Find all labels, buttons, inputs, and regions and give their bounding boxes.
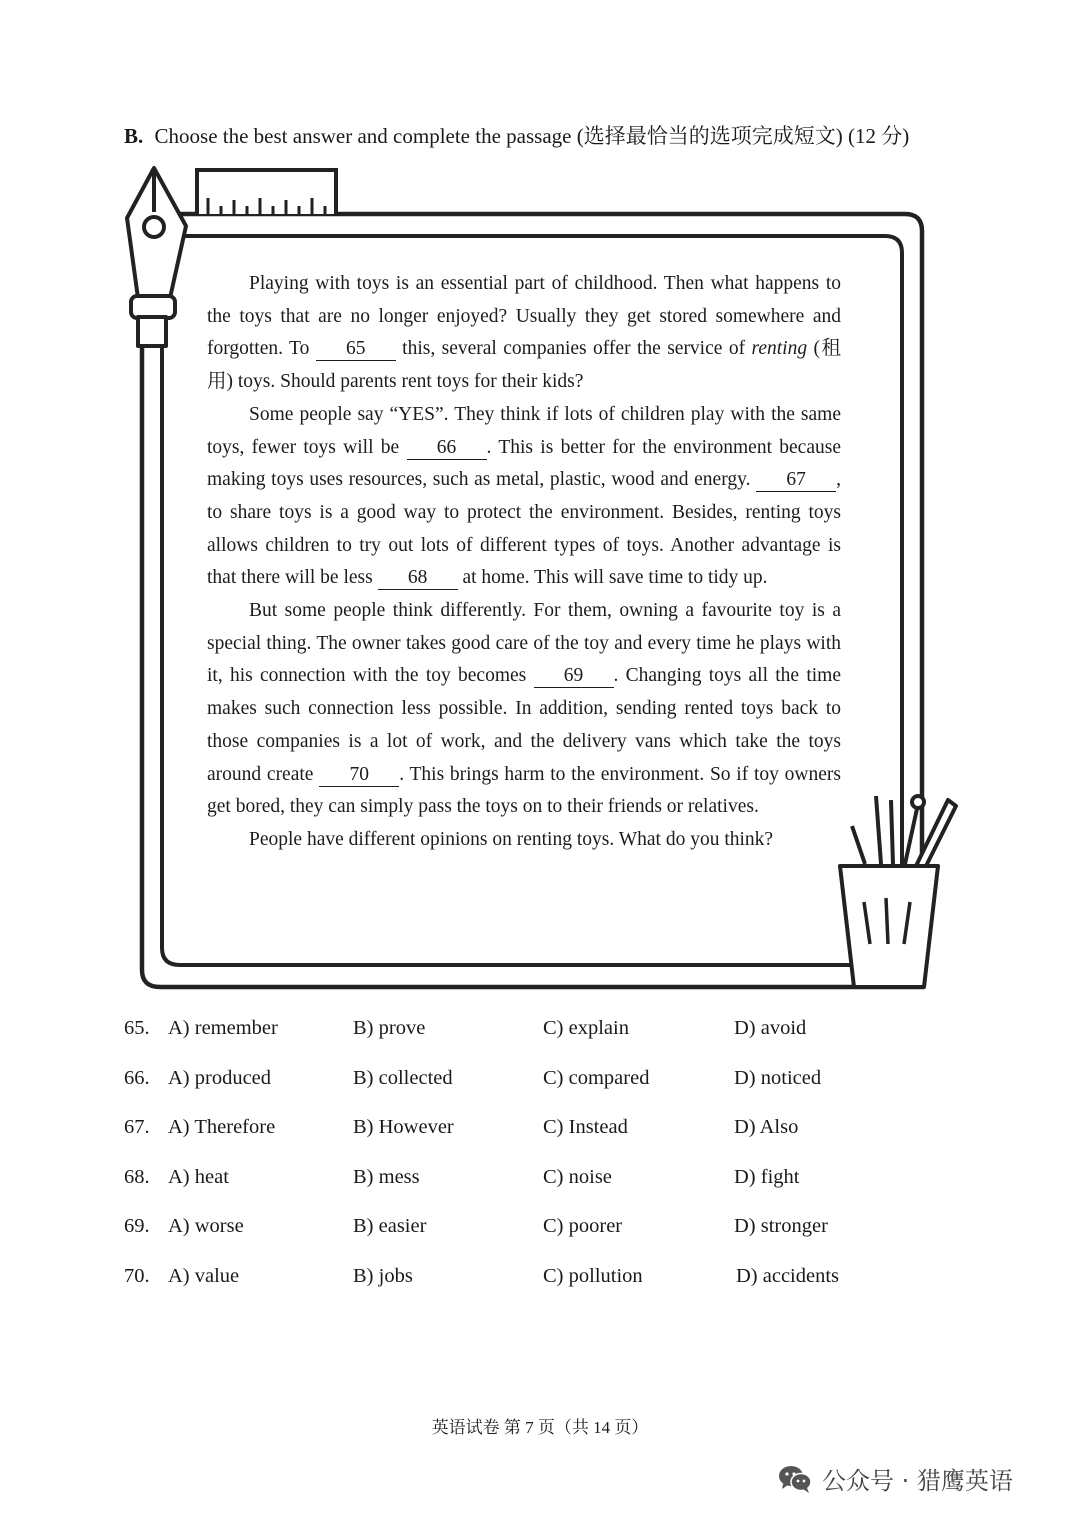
option-c[interactable]: C) noise [543, 1165, 612, 1188]
question-65 [124, 1013, 944, 1063]
option-b[interactable]: B) prove [353, 1017, 426, 1039]
passage-italic-word: renting [751, 338, 808, 360]
option-a[interactable]: A) worse [168, 1215, 244, 1238]
option-a[interactable]: A) Therefore [168, 1116, 276, 1139]
passage-paragraph-1 [207, 268, 841, 399]
section-instruction: Choose the best answer and complete the passage (选择最恰当的选项完成短文) (12 分) [154, 124, 910, 148]
passage-paragraph-2 [207, 399, 841, 595]
option-c[interactable]: C) poorer [543, 1215, 623, 1238]
ruler-icon [197, 170, 336, 214]
option-c[interactable]: C) pollution [543, 1264, 643, 1287]
question-68 [124, 1162, 944, 1212]
question-number: 69. [124, 1215, 150, 1238]
question-70 [124, 1261, 944, 1311]
option-d[interactable]: D) stronger [734, 1215, 828, 1238]
option-d[interactable]: D) accidents [736, 1264, 840, 1287]
pencil-cup-icon [840, 796, 956, 987]
option-a[interactable]: A) heat [168, 1165, 229, 1188]
passage-paragraph-3 [207, 595, 841, 824]
question-67 [124, 1112, 944, 1162]
option-c[interactable]: C) Instead [543, 1116, 628, 1139]
option-d[interactable]: D) Also [734, 1116, 799, 1139]
option-d[interactable]: D) noticed [734, 1066, 822, 1089]
pen-nib-icon [127, 168, 186, 346]
watermark-text: 公众号 · 猎鹰英语 [822, 1467, 1013, 1495]
option-d[interactable]: D) fight [734, 1165, 800, 1188]
passage-text: . This brings harm to the environment. So if toy owners get bored, they can simply pass the toys on to their friends or relatives. [207, 763, 841, 818]
passage-text: . This is better for the environment because making toys uses resources, such as metal, plastic, wood and energy. [207, 436, 841, 491]
passage-text: Some people say “YES”. They think if lots of children play with the same toys, fewer toys will be [207, 403, 841, 458]
option-b[interactable]: B) jobs [353, 1264, 413, 1287]
option-a[interactable]: A) produced [168, 1066, 272, 1089]
option-d[interactable]: D) avoid [734, 1017, 807, 1039]
option-c[interactable]: C) explain [543, 1017, 629, 1039]
option-a[interactable]: A) value [168, 1264, 240, 1287]
reading-passage [207, 268, 841, 857]
option-b[interactable]: B) easier [353, 1215, 427, 1238]
blank-68[interactable]: 68 [378, 567, 458, 590]
option-c[interactable]: C) compared [543, 1066, 650, 1089]
passage-text: . Changing toys all the time makes such connection less possible. In addition, sending rented toys back to those companies is a lot of work, and the delivery vans which take the toys around create [207, 665, 841, 785]
passage-text: this, several companies offer the service of [395, 338, 752, 360]
blank-67[interactable]: 67 [756, 469, 836, 492]
passage-text: But some people think differently. For them, owning a favourite toy is a special thing. The owner takes good care of the toy and every time he plays with it, his connection with the toy becomes [207, 600, 841, 687]
option-b[interactable]: B) mess [353, 1165, 420, 1188]
blank-70[interactable]: 70 [319, 764, 399, 787]
passage-text: , to share toys is a good way to protect the environment. Besides, renting toys allows children to try out lots of different types of toys. Another advantage is that there will be less [207, 469, 841, 589]
question-number: 66. [124, 1066, 150, 1089]
question-number: 68. [124, 1165, 150, 1188]
blank-69[interactable]: 69 [534, 665, 614, 688]
question-66 [124, 1063, 944, 1113]
blank-65[interactable]: 65 [316, 338, 396, 361]
wechat-icon [778, 1464, 812, 1494]
blank-66[interactable]: 66 [407, 437, 487, 460]
watermark [778, 1461, 1013, 1496]
passage-text: (租用) toys. Should parents rent toys for their kids? [207, 338, 842, 393]
question-number: 67. [124, 1116, 150, 1139]
question-number: 70. [124, 1264, 150, 1287]
question-69 [124, 1211, 944, 1261]
question-number: 65. [124, 1017, 150, 1039]
answer-options [124, 1013, 944, 1311]
option-a[interactable]: A) remember [168, 1017, 278, 1039]
passage-text: at home. This will save time to tidy up. [457, 567, 768, 589]
passage-text: Playing with toys is an essential part of childhood. Then what happens to the toys that are no longer enjoyed? Usually they get stored somewhere and forgotten. To [207, 273, 841, 360]
passage-paragraph-4: People have different opinions on renting toys. What do you think? [249, 828, 774, 850]
option-b[interactable]: B) collected [353, 1066, 453, 1089]
section-letter: B. [124, 124, 144, 148]
page-footer: 英语试卷 第 7 页（共 14 页） [431, 1418, 649, 1437]
option-b[interactable]: B) However [353, 1116, 454, 1139]
